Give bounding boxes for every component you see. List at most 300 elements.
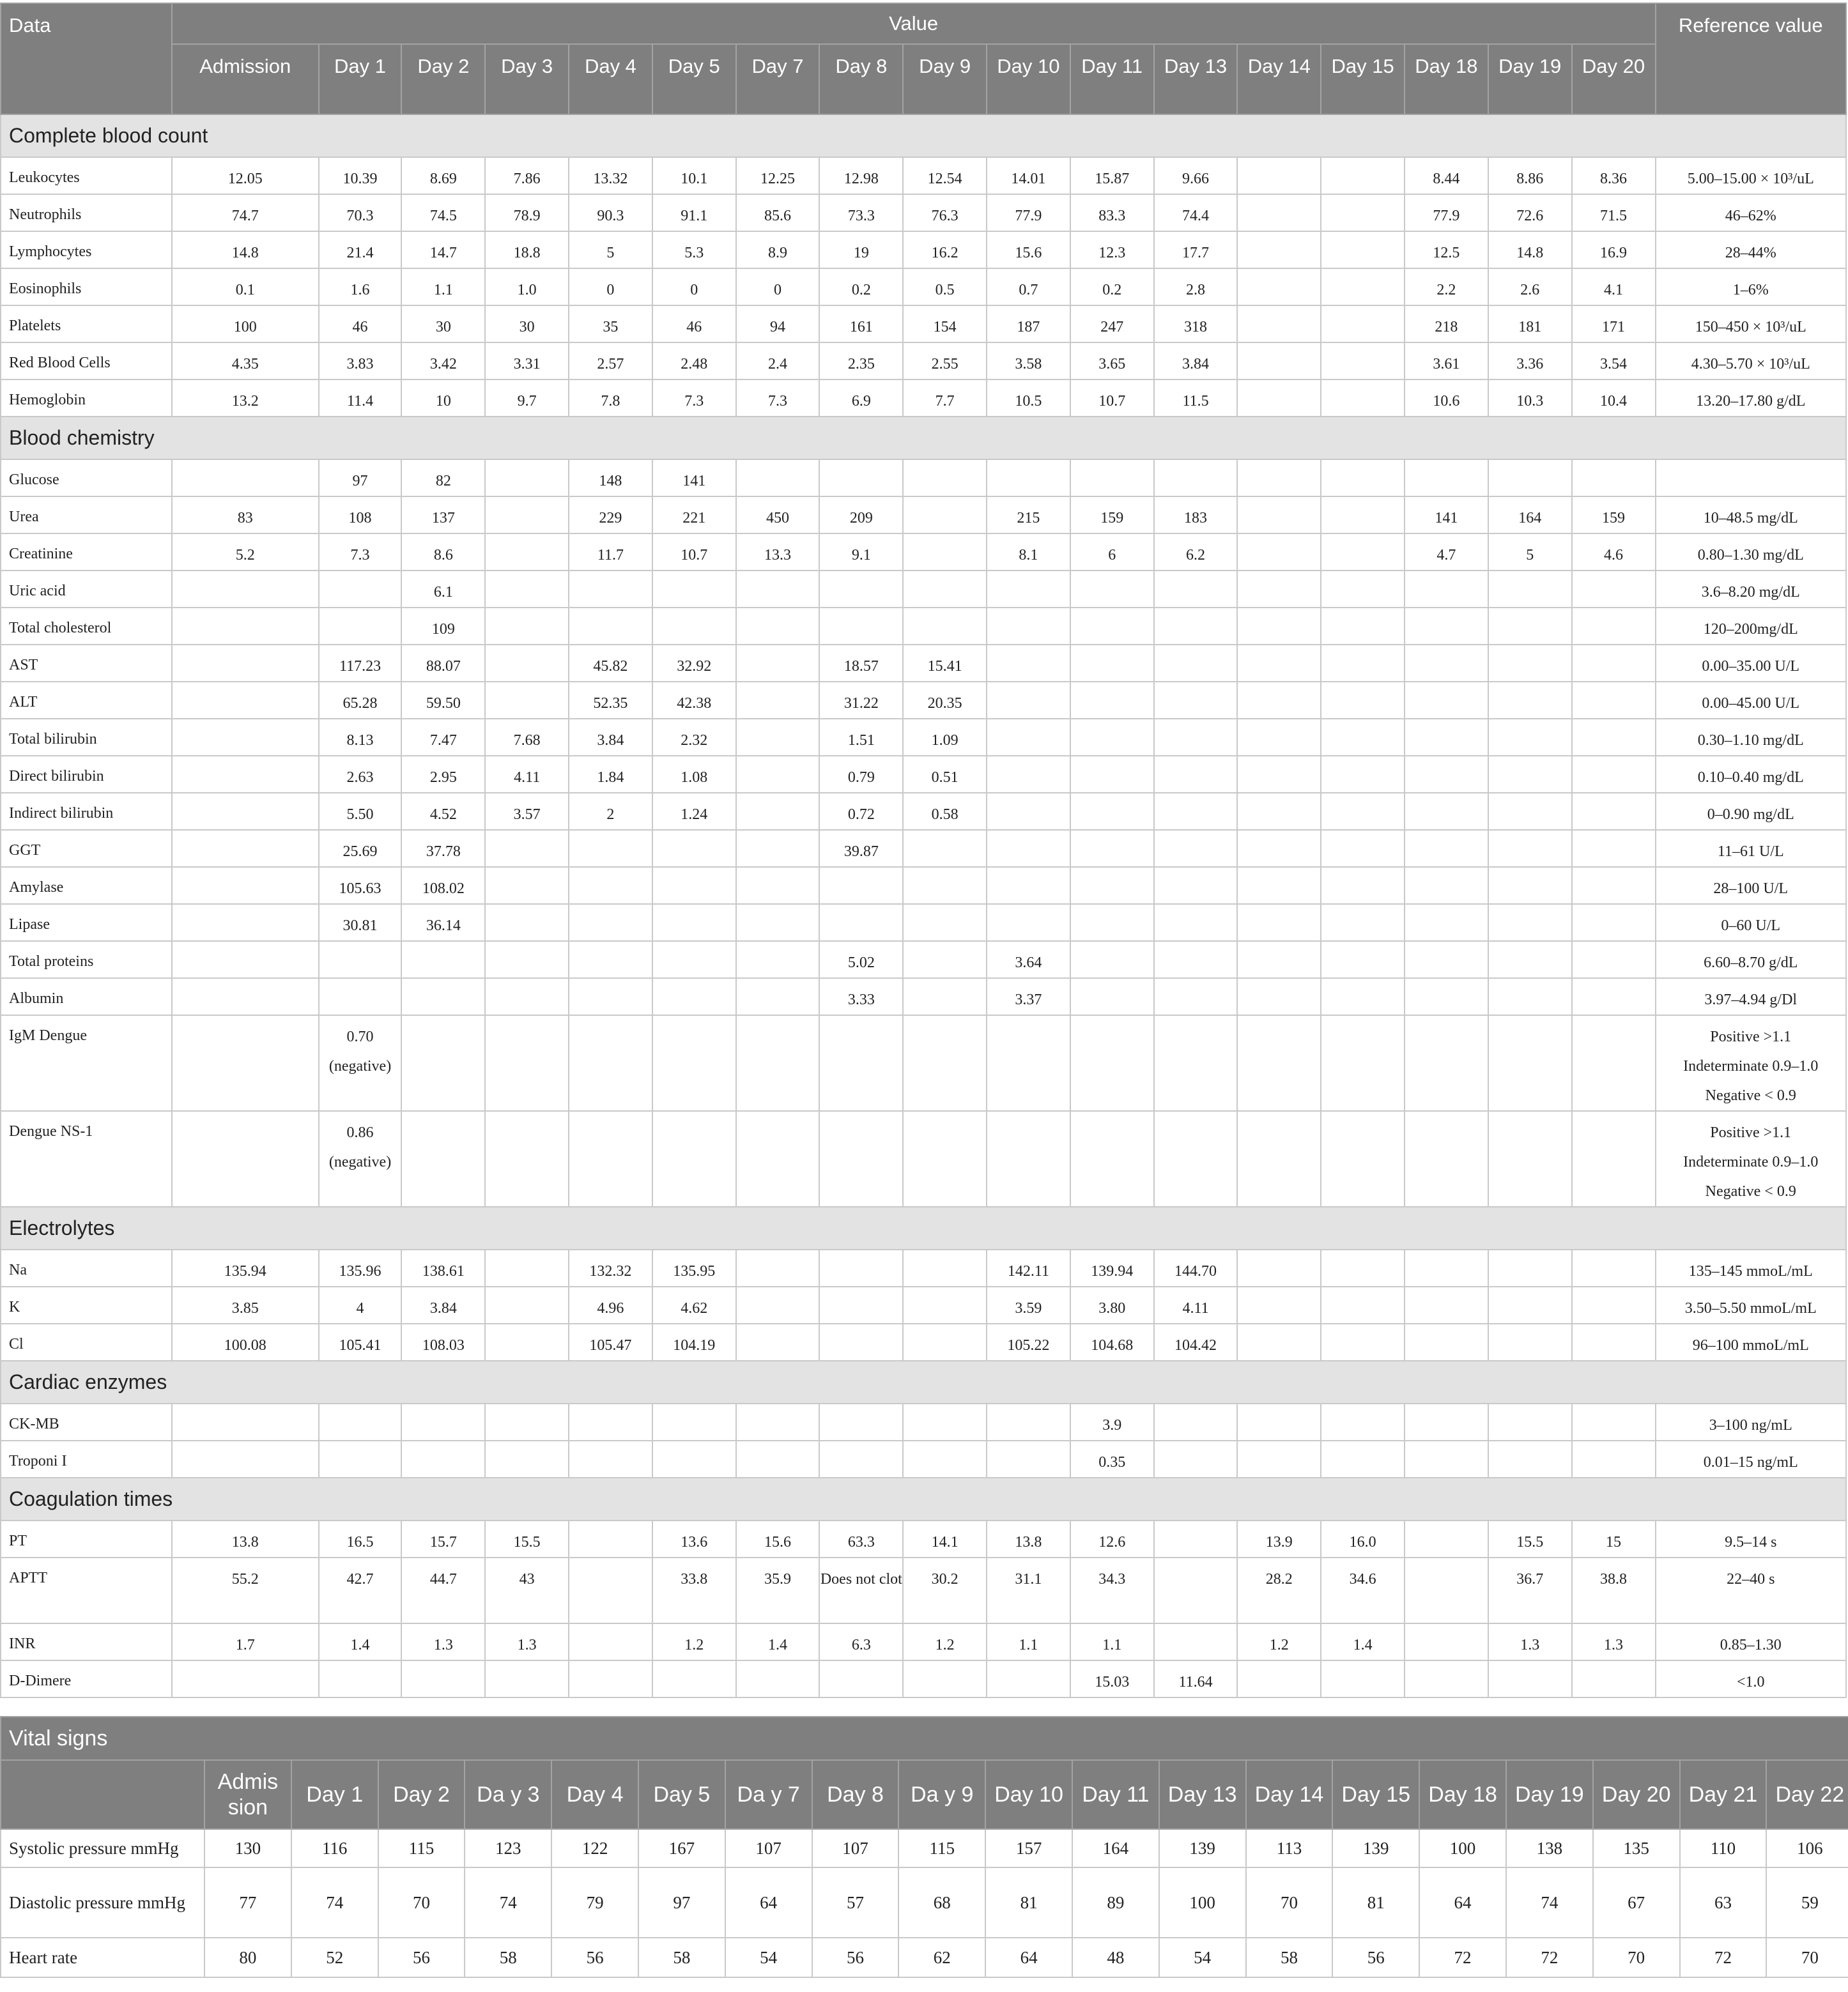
row-label: Lymphocytes <box>1 231 172 268</box>
value-cell <box>1237 379 1321 417</box>
vital-value-cell: 72 <box>1506 1938 1593 1977</box>
value-cell <box>1321 756 1405 793</box>
value-cell: 2.2 <box>1405 268 1488 305</box>
value-cell <box>1488 1111 1572 1207</box>
value-cell: 117.23 <box>319 645 402 682</box>
value-cell <box>736 756 820 793</box>
value-cell <box>987 830 1070 867</box>
value-cell <box>1070 459 1154 496</box>
value-cell <box>485 1111 569 1207</box>
value-cell: 161 <box>819 305 903 342</box>
row-label: Eosinophils <box>1 268 172 305</box>
value-cell <box>1321 1324 1405 1361</box>
vital-value-cell: 100 <box>1419 1829 1506 1867</box>
value-cell: 229 <box>569 496 652 533</box>
vital-day-header: Day 15 <box>1332 1760 1419 1829</box>
value-cell: 1.09 <box>903 719 987 756</box>
value-cell <box>485 1287 569 1324</box>
value-cell <box>1154 830 1238 867</box>
value-cell: 5 <box>569 231 652 268</box>
day-header: Day 13 <box>1154 44 1238 114</box>
reference-line: 3.6–8.20 mg/dL <box>1701 584 1800 601</box>
value-cell <box>1488 904 1572 941</box>
vital-value-cell: 59 <box>1766 1867 1848 1938</box>
value-cell: 3.59 <box>987 1287 1070 1324</box>
value-cell <box>1405 756 1488 793</box>
value-cell: 39.87 <box>819 830 903 867</box>
value-cell: 108.03 <box>401 1324 485 1361</box>
value-cell <box>1237 1441 1321 1478</box>
value-cell <box>903 571 987 608</box>
value-cell: 37.78 <box>401 830 485 867</box>
value-cell: 42.38 <box>652 682 736 719</box>
value-cell <box>319 978 402 1015</box>
value-cell <box>652 1015 736 1111</box>
value-cell: 74.5 <box>401 194 485 231</box>
value-cell: 15.5 <box>1488 1521 1572 1558</box>
value-cell <box>319 1660 402 1697</box>
value-cell: 0.72 <box>819 793 903 830</box>
value-cell <box>485 1404 569 1441</box>
table-row <box>1 533 1846 571</box>
vital-value-cell: 89 <box>1072 1867 1159 1938</box>
vital-value-cell: 74 <box>1506 1867 1593 1938</box>
reference-line: 0.01–15 ng/mL <box>1703 1454 1798 1471</box>
value-cell <box>1405 1660 1488 1697</box>
value-cell <box>172 941 319 978</box>
value-cell: 12.25 <box>736 157 820 194</box>
value-cell <box>903 978 987 1015</box>
table-row <box>1 719 1846 756</box>
value-cell <box>1237 1287 1321 1324</box>
value-cell <box>652 608 736 645</box>
reference-line: 3.97–4.94 g/Dl <box>1704 992 1798 1008</box>
value-cell <box>987 571 1070 608</box>
value-cell: 3.65 <box>1070 342 1154 379</box>
section-header: Blood chemistry <box>1 417 1846 459</box>
value-cell <box>1405 1623 1488 1660</box>
value-cell <box>1321 496 1405 533</box>
value-cell <box>485 608 569 645</box>
reference-cell <box>1656 1660 1847 1697</box>
value-cell <box>903 496 987 533</box>
value-cell <box>1321 1660 1405 1697</box>
value-cell <box>1405 1015 1488 1111</box>
value-cell: 3.37 <box>987 978 1070 1015</box>
value-cell: 3.31 <box>485 342 569 379</box>
value-cell <box>987 608 1070 645</box>
row-label: Cl <box>1 1324 172 1361</box>
row-label: Lipase <box>1 904 172 941</box>
row-label: Hemoglobin <box>1 379 172 417</box>
value-cell <box>319 941 402 978</box>
value-cell <box>1154 793 1238 830</box>
value-cell <box>987 1660 1070 1697</box>
table-row <box>1 978 1846 1015</box>
value-cell <box>1488 756 1572 793</box>
row-label: K <box>1 1287 172 1324</box>
value-cell: 215 <box>987 496 1070 533</box>
reference-cell <box>1656 1404 1847 1441</box>
day-header: Day 20 <box>1572 44 1656 114</box>
value-cell <box>1488 571 1572 608</box>
value-cell: 30 <box>401 305 485 342</box>
value-cell: 105.41 <box>319 1324 402 1361</box>
header-data: Data <box>1 3 172 114</box>
value-cell: 4.62 <box>652 1287 736 1324</box>
value-cell <box>987 719 1070 756</box>
value-cell <box>652 941 736 978</box>
value-cell <box>1488 1324 1572 1361</box>
value-cell <box>1237 342 1321 379</box>
reference-cell <box>1656 608 1847 645</box>
value-cell <box>1321 305 1405 342</box>
value-cell <box>1488 1015 1572 1111</box>
value-cell: 13.32 <box>569 157 652 194</box>
value-cell: 100.08 <box>172 1324 319 1361</box>
value-cell: 6 <box>1070 533 1154 571</box>
vital-row <box>1 1938 1848 1977</box>
vital-value-cell: 70 <box>1246 1867 1333 1938</box>
reference-cell <box>1656 231 1847 268</box>
reference-cell <box>1656 719 1847 756</box>
vital-value-cell: 100 <box>1159 1867 1246 1938</box>
value-cell: 1.3 <box>401 1623 485 1660</box>
value-cell <box>1321 1287 1405 1324</box>
value-cell: 30 <box>485 305 569 342</box>
table-row <box>1 1324 1846 1361</box>
value-cell <box>987 793 1070 830</box>
value-cell <box>1405 645 1488 682</box>
table-row <box>1 904 1846 941</box>
reference-line: Indeterminate 0.9–1.0 <box>1683 1058 1819 1075</box>
value-cell <box>1488 793 1572 830</box>
value-cell: 35.9 <box>736 1558 820 1623</box>
value-cell <box>172 682 319 719</box>
value-cell: 15 <box>1572 1521 1656 1558</box>
value-cell <box>1321 830 1405 867</box>
value-cell <box>1488 1441 1572 1478</box>
reference-cell <box>1656 830 1847 867</box>
vital-value-cell: 72 <box>1680 1938 1767 1977</box>
value-cell <box>1237 830 1321 867</box>
value-cell: 15.41 <box>903 645 987 682</box>
table-row <box>1 830 1846 867</box>
value-cell <box>569 941 652 978</box>
value-cell <box>1070 904 1154 941</box>
value-cell: 8.1 <box>987 533 1070 571</box>
value-cell <box>1237 756 1321 793</box>
value-cell <box>819 1404 903 1441</box>
value-cell <box>819 1441 903 1478</box>
reference-line: Indeterminate 0.9–1.0 <box>1683 1154 1819 1170</box>
value-cell <box>652 1441 736 1478</box>
value-cell <box>1405 1521 1488 1558</box>
value-cell <box>1405 608 1488 645</box>
vital-value-cell: 115 <box>378 1829 465 1867</box>
value-cell: 2.57 <box>569 342 652 379</box>
value-cell: 12.54 <box>903 157 987 194</box>
value-cell <box>401 1404 485 1441</box>
value-cell <box>569 978 652 1015</box>
value-cell: 11.5 <box>1154 379 1238 417</box>
value-cell <box>1321 941 1405 978</box>
value-cell: 3.85 <box>172 1287 319 1324</box>
value-cell <box>1572 571 1656 608</box>
value-cell <box>1321 1441 1405 1478</box>
value-cell: 108.02 <box>401 867 485 904</box>
value-cell <box>1488 978 1572 1015</box>
value-cell <box>1237 941 1321 978</box>
vital-value-cell: 138 <box>1506 1829 1593 1867</box>
value-cell <box>1237 793 1321 830</box>
value-cell <box>1572 1287 1656 1324</box>
reference-line: Negative < 0.9 <box>1705 1183 1796 1200</box>
value-cell <box>1488 719 1572 756</box>
vital-value-cell: 74 <box>465 1867 551 1938</box>
value-cell <box>819 1250 903 1287</box>
value-cell <box>1405 459 1488 496</box>
row-label: Red Blood Cells <box>1 342 172 379</box>
reference-line: 150–450 × 10³/uL <box>1695 319 1806 335</box>
value-cell: 105.63 <box>319 867 402 904</box>
reference-cell <box>1656 1250 1847 1287</box>
value-cell: 12.6 <box>1070 1521 1154 1558</box>
value-cell <box>819 608 903 645</box>
value-cell: 76.3 <box>903 194 987 231</box>
value-cell: 88.07 <box>401 645 485 682</box>
table-row <box>1 645 1846 682</box>
reference-cell <box>1656 1324 1847 1361</box>
table-row <box>1 941 1846 978</box>
value-cell: 2.55 <box>903 342 987 379</box>
value-cell <box>1321 194 1405 231</box>
vital-day-header: Day 4 <box>551 1760 638 1829</box>
value-cell: 46 <box>319 305 402 342</box>
value-cell: 0 <box>652 268 736 305</box>
value-cell <box>1237 305 1321 342</box>
value-cell: 100 <box>172 305 319 342</box>
reference-line: Negative < 0.9 <box>1705 1087 1796 1104</box>
value-cell: 3.64 <box>987 941 1070 978</box>
vital-value-cell: 107 <box>812 1829 899 1867</box>
vital-value-cell: 64 <box>1419 1867 1506 1938</box>
value-cell <box>1572 608 1656 645</box>
vital-value-cell: 116 <box>291 1829 378 1867</box>
row-label: Total bilirubin <box>1 719 172 756</box>
reference-line: 0.80–1.30 mg/dL <box>1697 547 1804 563</box>
value-cell <box>401 1441 485 1478</box>
value-cell <box>1237 571 1321 608</box>
table-row <box>1 571 1846 608</box>
table-row <box>1 1404 1846 1441</box>
value-cell: 83 <box>172 496 319 533</box>
value-cell <box>1154 682 1238 719</box>
value-cell <box>1321 978 1405 1015</box>
value-cell: 43 <box>485 1558 569 1623</box>
value-cell: 104.42 <box>1154 1324 1238 1361</box>
value-cell: 0 <box>736 268 820 305</box>
value-cell <box>1154 608 1238 645</box>
table-row <box>1 793 1846 830</box>
value-cell: 13.9 <box>1237 1521 1321 1558</box>
value-cell: 74.4 <box>1154 194 1238 231</box>
value-cell: 2.4 <box>736 342 820 379</box>
vital-value-cell: 67 <box>1593 1867 1680 1938</box>
value-cell <box>987 682 1070 719</box>
value-cell <box>903 1111 987 1207</box>
value-cell: 0.7 <box>987 268 1070 305</box>
table-row <box>1 867 1846 904</box>
value-cell <box>736 459 820 496</box>
value-cell: 14.7 <box>401 231 485 268</box>
value-cell <box>319 608 402 645</box>
value-cell: 10.4 <box>1572 379 1656 417</box>
vital-value-cell: 57 <box>812 1867 899 1938</box>
vital-value-cell: 139 <box>1332 1829 1419 1867</box>
value-cell <box>1572 941 1656 978</box>
value-cell <box>401 1660 485 1697</box>
value-cell: 4.96 <box>569 1287 652 1324</box>
value-cell: 4 <box>319 1287 402 1324</box>
value-cell <box>1572 756 1656 793</box>
value-cell <box>1321 1404 1405 1441</box>
vital-value-cell: 139 <box>1159 1829 1246 1867</box>
value-cell <box>1237 1111 1321 1207</box>
value-cell: 13.6 <box>652 1521 736 1558</box>
value-cell <box>1405 904 1488 941</box>
vital-value-cell: 56 <box>378 1938 465 1977</box>
reference-cell <box>1656 459 1847 496</box>
reference-line: 28–44% <box>1725 245 1776 261</box>
value-cell: 1.51 <box>819 719 903 756</box>
row-label: CK-MB <box>1 1404 172 1441</box>
value-cell <box>485 1441 569 1478</box>
value-cell <box>569 1441 652 1478</box>
vital-value-cell: 80 <box>204 1938 291 1977</box>
value-cell: 4.11 <box>1154 1287 1238 1324</box>
value-cell <box>1321 379 1405 417</box>
vital-value-cell: 97 <box>638 1867 725 1938</box>
value-cell <box>1154 904 1238 941</box>
value-cell <box>1237 157 1321 194</box>
vital-label-header <box>1 1760 204 1829</box>
value-cell <box>736 904 820 941</box>
value-cell: 12.05 <box>172 157 319 194</box>
vital-day-header: Admis sion <box>204 1760 291 1829</box>
row-label: AST <box>1 645 172 682</box>
value-cell: 3.84 <box>569 719 652 756</box>
value-cell <box>1237 904 1321 941</box>
reference-line: 96–100 mmoL/mL <box>1692 1337 1809 1354</box>
value-cell: 14.8 <box>172 231 319 268</box>
value-cell <box>1405 682 1488 719</box>
value-cell <box>172 719 319 756</box>
value-cell <box>903 608 987 645</box>
value-cell: 15.6 <box>736 1521 820 1558</box>
value-cell: 1.3 <box>1488 1623 1572 1660</box>
reference-line: 120–200mg/dL <box>1703 621 1798 638</box>
value-cell: 2.48 <box>652 342 736 379</box>
value-cell <box>736 941 820 978</box>
value-cell <box>485 1250 569 1287</box>
reference-line: 0.00–45.00 U/L <box>1702 695 1800 712</box>
value-cell <box>1488 459 1572 496</box>
value-cell: 10.7 <box>652 533 736 571</box>
value-cell <box>987 904 1070 941</box>
vital-row-label: Systolic pressure mmHg <box>1 1829 204 1867</box>
value-cell <box>736 830 820 867</box>
value-cell <box>172 1015 319 1111</box>
reference-cell <box>1656 1558 1847 1623</box>
value-cell: 10.1 <box>652 157 736 194</box>
value-cell <box>1070 682 1154 719</box>
value-cell: 10.7 <box>1070 379 1154 417</box>
value-cell <box>485 571 569 608</box>
value-cell <box>1572 1111 1656 1207</box>
table-row <box>1 342 1846 379</box>
value-cell <box>736 719 820 756</box>
value-cell: 65.28 <box>319 682 402 719</box>
table-row <box>1 157 1846 194</box>
vital-row-label: Diastolic pressure mmHg <box>1 1867 204 1938</box>
vital-value-cell: 48 <box>1072 1938 1159 1977</box>
day-header: Admission <box>172 44 319 114</box>
value-cell <box>1572 1250 1656 1287</box>
reference-cell <box>1656 496 1847 533</box>
value-cell <box>1321 793 1405 830</box>
reference-cell <box>1656 268 1847 305</box>
value-cell <box>172 904 319 941</box>
value-cell: 2.35 <box>819 342 903 379</box>
value-cell: 32.92 <box>652 645 736 682</box>
value-cell <box>172 608 319 645</box>
value-cell <box>172 1660 319 1697</box>
value-cell: 10 <box>401 379 485 417</box>
value-cell: 137 <box>401 496 485 533</box>
table-row <box>1 194 1846 231</box>
vital-value-cell: 70 <box>1766 1938 1848 1977</box>
vital-value-cell: 62 <box>898 1938 985 1977</box>
value-cell: 5.50 <box>319 793 402 830</box>
value-cell: 34.6 <box>1321 1558 1405 1623</box>
value-cell: 13.3 <box>736 533 820 571</box>
value-cell: 3.33 <box>819 978 903 1015</box>
value-cell: 31.1 <box>987 1558 1070 1623</box>
vital-value-cell: 54 <box>725 1938 812 1977</box>
value-cell: 94 <box>736 305 820 342</box>
value-cell <box>1237 268 1321 305</box>
value-cell <box>1237 1660 1321 1697</box>
value-cell <box>903 1660 987 1697</box>
value-cell <box>1154 1111 1238 1207</box>
vital-value-cell: 106 <box>1766 1829 1848 1867</box>
value-cell <box>652 571 736 608</box>
vital-row <box>1 1829 1848 1867</box>
vital-day-header: Day 1 <box>291 1760 378 1829</box>
reference-line: 10–48.5 mg/dL <box>1703 510 1798 526</box>
table-row <box>1 1250 1846 1287</box>
value-cell <box>319 1441 402 1478</box>
vital-day-header: Da y 9 <box>898 1760 985 1829</box>
value-cell: 14.1 <box>903 1521 987 1558</box>
value-cell: 15.87 <box>1070 157 1154 194</box>
vital-value-cell: 157 <box>985 1829 1072 1867</box>
value-cell: 78.9 <box>485 194 569 231</box>
value-cell: 1.08 <box>652 756 736 793</box>
vital-day-header: Day 19 <box>1506 1760 1593 1829</box>
table-row <box>1 756 1846 793</box>
